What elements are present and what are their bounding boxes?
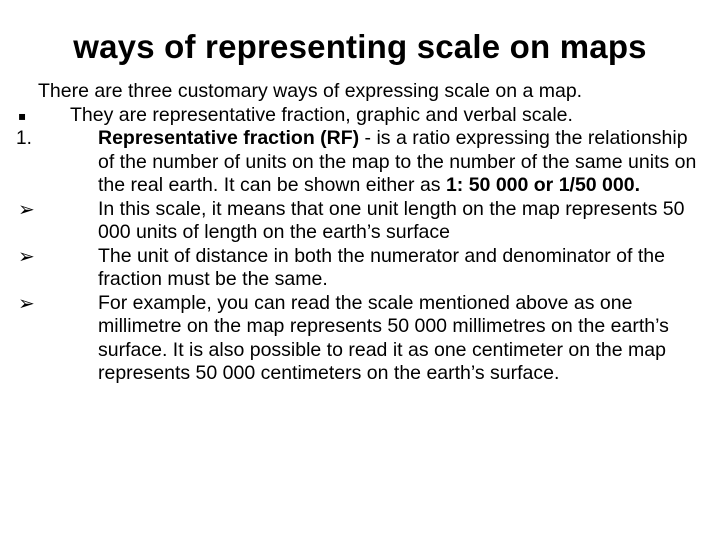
list-item-text: In this scale, it means that one unit length on the map represents 50 000 units of length on the earth’s surface bbox=[98, 197, 685, 243]
checkbox-bullet-icon bbox=[16, 80, 72, 104]
list-item-text: - is a ratio expressing the relationship of the number of units on the map to the number of the same units on the real earth. It can be shown either as bbox=[98, 127, 697, 196]
slide-title: ways of representing scale on maps bbox=[73, 28, 647, 65]
arrow-bullet-icon: ➢ bbox=[18, 243, 35, 268]
list-item-text: The unit of distance in both the numerator and denominator of the fraction must be the same. bbox=[98, 244, 665, 290]
list-item bbox=[14, 127, 704, 198]
slide-body bbox=[14, 80, 704, 386]
list-item bbox=[14, 80, 704, 104]
list-item-text: They are representative fraction, graphic and verbal scale. bbox=[70, 103, 573, 126]
square-bullet-icon: ▪ bbox=[18, 108, 27, 123]
list-number: 1. bbox=[16, 128, 32, 149]
arrow-bullet-icon: ➢ bbox=[18, 196, 35, 221]
term-label: Representative fraction (RF) bbox=[98, 127, 360, 149]
list-item bbox=[14, 292, 704, 386]
list-item bbox=[14, 104, 704, 128]
list-item bbox=[14, 245, 704, 292]
ratio-example: 1: 50 000 or 1/50 000. bbox=[445, 174, 641, 196]
list-item-text: For example, you can read the scale mentioned above as one millimetre on the map represents 50 000 millimetres on the earth’s surface. It is also possible to read it as one centimeter on the map represents 50 000 centimeters on the earth’s surface. bbox=[98, 291, 669, 384]
list-item bbox=[14, 198, 704, 245]
arrow-bullet-icon: ➢ bbox=[18, 290, 35, 315]
list-item-text: There are three customary ways of expressing scale on a map. bbox=[38, 80, 583, 102]
